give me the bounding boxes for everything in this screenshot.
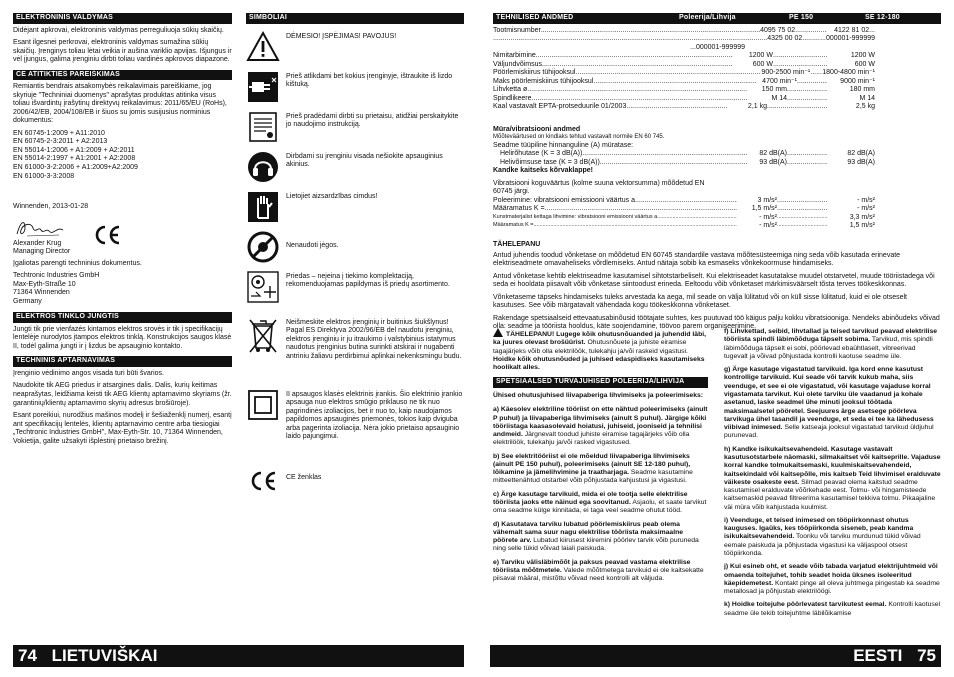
safety-item-text: Lubatud kiirusest kiiremini pöörlev tarvik võib puruneda ning selle tükid võivad laiali paiskuda. xyxy=(493,537,699,553)
safety-item-bold: i) Veenduge, et teised inimesed on tööpiirkonnast ohutus kauguses. Igaüks, kes tööpiirkonda siseneb, peab kandma isikukaitsevahendeid. xyxy=(724,516,914,541)
vibration-row: Kunstmaterjalist kettaga lihvimine: vibratsiooni emissiooni väärtus a ..... - m/s² ..... 3,3 m/s² xyxy=(493,214,875,223)
safety-item-bold: a) Käesolev elektriline tööriist on ette nähtud poleerimiseks (ainult P puhul) ja liivapaberiga lihvimiseks (ainult S puhul). Järgige kõiki tööriistaga kaasasolevaid hoiatusi, juhiseid, jooniseid ja tehnilisi andmeid. xyxy=(493,406,708,439)
accessory-icon xyxy=(246,270,280,304)
symbol-text: Priedas – neįeina į tiekimo komplektaciją, rekomenduojamas papildymas iš priedų asortimento. xyxy=(286,272,450,289)
paragraph: Esant ilgesnei perkrovai, elektroninis valdymas sumažina sūkių skaičių. Įrenginys toliau lėtai veikia ir aušina variklio apvijas. Išjungus ir vėl įjungus, galima įrenginiu dirbti toliau vardinės apkrovos diapazone. xyxy=(13,39,232,64)
symbol-row xyxy=(246,110,464,146)
paragraph: Jungti tik prie vienfazės kintamos elektros srovės ir tik į specifikacijų lentelėje nurodytos įtampos elektros tinklą. Konstrukcijos saugos klasė II, todėl galima jungti ir į lizdus be apsauginio kontakto. xyxy=(13,325,232,350)
safety-item-bold: c) Ärge kasutage tarvikuid, mida ei ole tootja selle elektrilise tööriista jaoks ette näinud ega soovitanud. xyxy=(493,490,688,507)
safety-column-2 xyxy=(724,328,941,618)
address-line: 71364 Winnenden xyxy=(13,289,70,297)
symbol-row xyxy=(246,270,464,312)
paragraph: Didėjant apkrovai, elektroninis valdymas perreguliuoja sūkių skaičių. xyxy=(13,26,224,34)
safety-item-text: Tooriku või tarviku murdunud tükid võivad eemale paiskuda ja põhjustada vigastusi ka väljaspool otsest tööpiirkonda. xyxy=(724,533,921,558)
tech-row: Nimitarbimine ..... 1200 W ..... 1200 W xyxy=(493,52,875,61)
paragraph: Rakendage spetsiaalseid ettevaatusabinõusid töötajate suhtes, kes puutuvad töö käigus palju kokku vibratsiooniga. Nendeks abinõudeks võivad olla: seadme ja tööriista hooldus, käte soojendamine, töövoo parem organiseerimine. xyxy=(493,314,940,331)
paragraph: Võnketaseme täpseks hindamiseks tuleks arvestada ka aega, mil seade on välja lülitatud või on küll sisse lülitatud, kuid ei ole otseselt kasutuses. See võib märgatavalt vähendada kogu töökeskkonna võnketaset. xyxy=(493,293,908,310)
class-ii-icon xyxy=(246,388,280,422)
no-force-icon xyxy=(246,230,280,264)
safety-column-1 xyxy=(493,328,708,589)
section-heading-aptarnavimas: TECHNINIS APTARNAVIMAS xyxy=(13,356,232,367)
safety-item xyxy=(724,517,941,558)
tech-col-model-1: PE 150 xyxy=(789,14,814,21)
left-column-2 xyxy=(246,13,464,498)
safety-item xyxy=(493,491,708,516)
safety-item-text: Kontakt pinge all oleva juhtmega pingestab ka seadme metallosad ja põhjustab elektrilöögi. xyxy=(724,579,940,596)
warning-block xyxy=(493,328,708,356)
safety-item-text: Valede mõõtmetega tarvikuid ei ole kaitsekatte piisaval määral, mistõttu võivad need kontrolli alt väljuda. xyxy=(493,567,704,583)
symbol-row xyxy=(246,316,464,384)
ear-protection-icon xyxy=(246,150,280,184)
symbol-row xyxy=(246,70,464,106)
safety-item xyxy=(493,406,708,447)
symbol-text: Neišmeskite elektros įrenginių ir buitinius šiukšlynus! Pagal ES Direktyva 2002/96/EB del naudotu įrenginiu, elektros įrenginiu ir ju itraukimo i valstybinius istatymus naudotus įrenginius butina surinkti atskirai ir nugabenti antriniu žaliavu perdirbimui aplinkai nekenksmingu budu. xyxy=(286,318,462,360)
symbol-row xyxy=(246,464,464,494)
symbol-row xyxy=(246,230,464,266)
vibration-row: Määramatus K = ..... - m/s² ..... 1,5 m/s² xyxy=(493,222,875,231)
tech-row: ...000001-999999 xyxy=(690,43,745,51)
page-number: 74 xyxy=(18,646,37,665)
company-address xyxy=(13,272,232,306)
symbol-row xyxy=(246,30,464,66)
signatory-role: Managing Director xyxy=(13,248,71,256)
safety-item xyxy=(724,601,941,618)
safety-item-bold: k) Hoidke toitejuhe pöörlevatest tarvikutest eemal. xyxy=(724,601,887,609)
warning-text: TÄHELEPANU! Lugege kõik ohutusnõuanded ja juhendid läbi, ka juures olevast brošüürist. xyxy=(493,331,707,347)
symbol-text: DĖMESIO! ĮSPĖJIMAS! PAVOJUS! xyxy=(286,32,397,40)
symbol-text: Lietojiet aizsardzības cimdus! xyxy=(286,192,378,200)
tech-row: Lihvketta ø ..... 150 mm ..... 180 mm xyxy=(493,86,875,95)
symbol-row xyxy=(246,388,464,460)
safety-item xyxy=(724,446,941,512)
footer-right xyxy=(490,645,941,667)
unplug-icon xyxy=(246,70,280,104)
safety-item-bold: j) Kui esineb oht, et seade võib tabada varjatud elektrijuhtmeid või omaenda toitejuhet, tohib seadet hoida üksnes isoleeritud käepidemetest. xyxy=(724,563,938,587)
safety-item-text: Seadme kasutamine mitteettenähtud otstarbel võib põhjustada kahjustusi ja vigastusi. xyxy=(493,469,693,485)
ear-protection-note: Kandke kaitseks kõrvaklappe! xyxy=(493,167,593,175)
norm-item: EN 55014-2:1997 + A1:2001 + A2:2008 xyxy=(13,155,136,163)
safety-item-bold: b) See elektritööriist ei ole mõeldud liivapaberiga lihvimiseks (ainult PE 150 puhul), poleerimiseks (ainult SE 12-180 puhul), lõikamine ja jämelihvimine ja traatharjaga. xyxy=(493,452,691,477)
tech-col-model-2: SE 12-180 xyxy=(865,14,900,21)
safety-heading: SPETSIAALSED TURVAJUHISED POLEERIJA/LIHVIJA xyxy=(493,377,708,388)
tech-row: Spindlikeere ..... M 14 ..... M 14 xyxy=(493,95,875,104)
page-number: 75 xyxy=(917,646,936,665)
symbol-text: II apsaugos klasės elektrinis įrankis. Šio elektrinio įrankio apsauga nuo elektros smūgio priklauso ne tik nuo pagrindinės izoliacijos, bet ir nuo to, kaip naudojamos papildomos apsauginės priemonės, tokios kaip dviguba arba pagerinta izoliacija. Nėra jokio prietaiso apsauginio laido pajungimui. xyxy=(286,390,463,441)
safety-item xyxy=(724,563,941,596)
tech-col-type: Poleerija/Lihvija xyxy=(679,14,736,21)
read-manual-icon xyxy=(246,110,280,144)
tech-data-heading xyxy=(493,13,941,24)
paragraph: Esant poreikiui, nurodžius mašinos modelį ir šešiaženklį numerį, esantį ant specifikacijų lentelės, klientų aptarnavimo centre arba tiesiogiai „Techtronic Industries GmbH", Max-Eyth-Str. 10, 71364 Winnenden, Vokietija, galite užsakyti išplėstinį prietaiso brėžinį. xyxy=(13,412,232,445)
safety-item-text: Järgnevalt toodud juhiste eiramise tagajärjeks võib olla elektrilöök, tulekahju ja/või rasked vigastused. xyxy=(493,431,690,447)
safety-item-text: Selle katseaja jooksul vigastatud tarvikud üldjuhul purunevad. xyxy=(724,424,934,440)
tech-row: Väljundvõimsus ..... 600 W ..... 600 W xyxy=(493,61,875,70)
noise-row: Helirõhutase (K = 3 dB(A)) ..... 82 dB(A) ..... 82 dB(A) xyxy=(493,150,875,159)
section-heading-elektroninis: ELEKTRONINIS VALDYMAS xyxy=(13,13,232,24)
language-label: LIETUVIŠKAI xyxy=(51,646,158,665)
noise-title: Müra/vibratsiooni andmed xyxy=(493,125,581,133)
safety-item-text: Silmad peavad olema kaitstud seadme kasutamisel eralduvate võõrkehade eest. Tolmu- või hingamisteede kaitsemaskid peavad filtreerima kasutamisel tekkiva tolmu. Pikaajaline väi müra võib kahjustada kuulmist. xyxy=(724,478,936,511)
ce-mark-icon xyxy=(92,224,122,246)
vibration-intro: Vibratsiooni koguväärtus (kolme suuna vektorsumma) mõõdetud EN 60745 järgi. xyxy=(493,179,705,196)
symbol-text: Prieš pradėdami dirbti su prietaisu, atidžiai perskaitykite jo naudojimo instrukciją. xyxy=(286,112,459,129)
noise-intro: Mõõteväärtused on kindlaks tehtud vastavalt normile EN 60 745. xyxy=(493,134,665,141)
paragraph: Remiantis bendrais atsakomybės reikalavimais pareiškiame, jog skyriuje "Techniniai duomenys" aprašytas produktas atitinka visus toliau išvardintų įrašytinų direktyvų reikalavimus: 2011/65/EU (RoHs), 2006/42/EB, 2004/108/EB ir šiuos su jomis susijusius norminius dokumentus: xyxy=(13,83,227,125)
section-heading-tinklo: ELEKTROS TINKLO JUNGTIS xyxy=(13,312,232,323)
attention-title: TÄHELEPANU xyxy=(493,241,541,248)
tech-row: Tootmisnumber ..... 4095 75 02... ..... 4122 81 02... xyxy=(493,27,875,36)
language-label: EESTI xyxy=(853,646,903,665)
safety-item-bold: e) Tarviku välisläbimõõt ja paksus peavad vastama elektrilise tööriista mõõtmetele. xyxy=(493,558,691,574)
warning-rest: Ohutusnõuete ja juhiste eiramise tagajärjeks võib olla elektrilöök, tulekahju ja/või raskeid vigastusi. xyxy=(493,339,688,355)
noise-row: Helivõimsuse tase (K = 3 dB(A)) ..... 93 dB(A) ..... 93 dB(A) xyxy=(493,159,875,168)
gloves-icon xyxy=(246,190,280,224)
address-line: Max-Eyth-Straße 10 xyxy=(13,280,76,288)
signatory-name: Alexander Krug xyxy=(13,239,62,247)
safety-item-text: Kontrolli kaotusel seadme üle tekib toitejuhtme läbilõikamise xyxy=(724,601,941,617)
authorization: Įgaliotas parengti techninius dokumentus. xyxy=(13,259,142,267)
address-line: Techtronic Industries GmbH xyxy=(13,272,100,280)
safety-item xyxy=(493,521,708,554)
paragraph: Įrenginio vėdinimo angos visada turi būti švarios. xyxy=(13,369,164,377)
norm-item: EN 60745-1:2009 + A11:2010 xyxy=(13,129,105,137)
vibration-row: Määramatus K = ..... 1,5 m/s² ..... - m/s² xyxy=(493,205,875,214)
safety-item xyxy=(493,453,708,486)
safety-item-text: Asjaolu, et saate tarvikut oma seadme külge kinnitada, ei taga veel seadme ohutut tööd. xyxy=(493,499,707,515)
tech-row: ..... 4325 00 02... ..... ...000001-999999 xyxy=(493,35,875,44)
symbol-text: Nenaudoti jėgos. xyxy=(286,241,339,249)
section-heading-ce: CE ATITIKTIES PAREIŠKIMAS xyxy=(13,70,232,81)
symbol-text: Dirbdami su įrenginiu visada nešiokite apsauginius akinius. xyxy=(286,152,443,169)
paragraph: Naudokite tik AEG priedus ir atsargines dalis. Dalis, kurių keitimas neaprašytas, leidžiama keisti tik AEG klientų aptarnavimo skyriams (žr. garantinių/klientų aptarnavimo skyrių adresus brošiūroje). xyxy=(13,382,232,407)
safety-item-text: Tarvikud, mis spindli läbimõõduga täpselt ei sobi, pöörlevad ebaühtlaselt, vibreerivad tugevalt ja võivad põhjustada kontrolli kaotuse seadme üle. xyxy=(724,336,933,360)
vibration-row: Poleerimine: vibratsiooni emissiooni väärtus a ..... 3 m/s² ..... - m/s² xyxy=(493,197,875,206)
tech-title: TEHNILISED ANDMED xyxy=(496,14,574,21)
safety-intro: Ühised ohutusjuhised liivapaberiga lihvimiseks ja poleerimiseks: xyxy=(493,391,704,399)
ce-mark-icon xyxy=(246,464,280,498)
norm-item: EN 55014-1:2006 + A1:2009 + A2:2011 xyxy=(13,146,135,154)
tech-data-section xyxy=(493,13,941,332)
left-column-1 xyxy=(13,13,232,451)
norm-item: EN 61000-3-2:2006 + A1:2009+A2:2009 xyxy=(13,163,138,171)
section-heading-simboliai: SIMBOLIAI xyxy=(246,13,464,24)
safety-item-bold: d) Kasutatava tarviku lubatud pöörlemiskiirus peab olema vähemalt sama suur nagu elektrilise tööriista maksimaalne pöörete arv. xyxy=(493,520,684,545)
place-date: Winnenden, 2013-01-28 xyxy=(13,203,89,211)
weee-bin-icon xyxy=(246,316,280,356)
page-right xyxy=(477,0,954,677)
norm-item: EN 60745-2-3:2011 + A2:2013 xyxy=(13,138,108,146)
safety-item-bold: f) Lihvkettad, seibid, lihvtallad ja teised tarvikud peavad elektrilise tööriista spindli läbimõõduga täpselt sobima. xyxy=(724,328,938,344)
noise-intro-2: Seadme tüüpiline hinnanguline (A) müratase: xyxy=(493,141,634,149)
safety-item-bold: g) Ärge kasutage vigastatud tarvikuid. Iga kord enne kasutust kontrollige tarvikuid. Kui seade või tarvik kukub maha, siis veenduge, et see ei ole vigastatud, või kasutage vajaduse korral vigastamata tarvikut. Kui olete tarviku üle vaadanud ja kohale asetanud, laske seadmel ühe minuti jooksul töötada maksimaalsetel pööretel. Seejuures ärge asetsege pöörleva tarvikuga ühel tasandil ja veenduge, et seda ei tee ka lähedusess viibivad inimesed. xyxy=(724,366,934,432)
paragraph: Antud juhendis toodud võnketase on mõõdetud EN 60745 standardile vastava mõõtesüsteemiga ning seda võib kasutada erinevate elektriseadmete omavaheliseks võrdlemiseks. Antud näitaja sobib ka esmaseks võnkekoormuse hindamiseks. xyxy=(493,251,901,268)
warning-triangle-icon xyxy=(493,328,503,337)
symbol-row xyxy=(246,190,464,226)
safety-item xyxy=(493,559,708,584)
tech-row: Pöörlemiskiirus tühijooksul ..... 900-2500 min⁻¹ ..... 1800-4800 min⁻¹ xyxy=(493,69,875,78)
address-line: Germany xyxy=(13,297,42,305)
keep-instructions: Hoidke kõik ohutusnõuded ja juhised edaspidiseks kasutamiseks hoolikalt alles. xyxy=(493,355,705,372)
safety-item xyxy=(724,328,941,361)
signature-icon xyxy=(13,216,67,240)
safety-item-bold: h) Kandke isikukaitsevahendeid. Kasutage vastavalt kasutusotstarbele näomaski, silmakaitset või kaitseprille. Vajaduse korral kandke tolmukaitsemaski, kuulmiskaitsevahendeid, kaitsekindaid või kaitsepõlle, mis kaitseb Teid lihvimisel eralduvate väikeste osakeste eest. xyxy=(724,445,941,486)
symbol-text: Prieš atlikdami bet kokius įrenginyje, ištraukite iš lizdo kištuką. xyxy=(286,72,453,89)
norm-list xyxy=(13,130,232,181)
safety-item xyxy=(724,366,941,441)
tech-row: Maks pöörlemiskiirus tühijooksul ..... 4700 min⁻¹ ..... 9000 min⁻¹ xyxy=(493,78,875,87)
warning-triangle-icon xyxy=(246,30,280,64)
symbol-row xyxy=(246,150,464,186)
symbol-text: CE ženklas xyxy=(286,473,322,481)
tech-row: Kaal vastavalt EPTA-protseduurile 01/2003 ..... 2,1 kg ..... 2,5 kg xyxy=(493,103,875,112)
footer-left xyxy=(13,645,464,667)
norm-item: EN 61000-3-3:2008 xyxy=(13,172,75,180)
paragraph: Antud võnketase kehtib elektriseadme kasutamisel sihtotstarbeliselt. Kui elektriseadet kasutatakse muudel otstarvetel, muude tööriistadega või seda ei hooldata piisavalt võib võnketase siintoodust erineda. Eeltoodu võib võnketaset märkimisväärselt tõsta terves töökeskkonnas. xyxy=(493,272,935,289)
